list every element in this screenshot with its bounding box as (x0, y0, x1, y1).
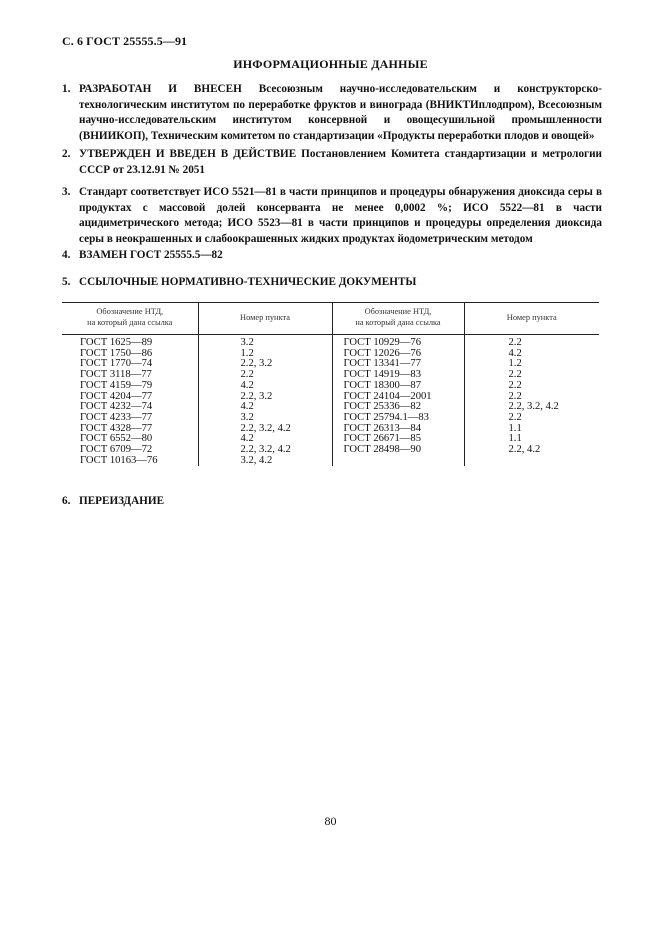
right-point-cell (464, 402, 599, 413)
item-number: 3. (62, 186, 71, 198)
left-document-cell (62, 335, 198, 349)
item-number: 5. (62, 276, 71, 288)
item-text: Всесоюзным научно-исследовательским и конструкторско-технологическим институтом по переработке фруктов и винограда (ВНИКТИплодпром), Всесоюзным научно-исследовательским институтом консервной и овощесушильной промышленности (ВНИИКОП), Техническим комитетом по стандартизации «Продукты переработки плодов и овощей» (79, 83, 602, 142)
right-document-cell-text: ГОСТ 25336—82 (343, 401, 421, 413)
item-number: 1. (62, 83, 71, 95)
left-point-cell-text: 4.2 (240, 433, 254, 445)
left-point-cell (198, 424, 332, 435)
right-point-cell (464, 424, 599, 435)
right-point-cell-text: 2.2 (508, 390, 522, 402)
left-document-cell-text: ГОСТ 4204—77 (80, 390, 153, 402)
left-document-cell-text: ГОСТ 3118—77 (80, 369, 152, 381)
left-document-cell-text: ГОСТ 6709—72 (80, 444, 153, 456)
item-lead: ПЕРЕИЗДАНИЕ (79, 495, 165, 507)
right-document-cell-text: ГОСТ 26671—85 (343, 433, 421, 445)
left-document-cell-text: ГОСТ 1625—89 (80, 337, 153, 348)
column-header-document: Обозначение НТД, на который дана ссылка (62, 303, 198, 335)
left-point-cell-text: 2.2, 3.2, 4.2 (240, 444, 291, 456)
right-point-cell (464, 381, 599, 392)
item-lead: РАЗРАБОТАН И ВНЕСЕН (79, 83, 242, 95)
table-row (62, 335, 599, 349)
column-header-point: Номер пункта (198, 303, 332, 335)
left-point-cell-text: 1.2 (240, 347, 254, 359)
item-lead: ВЗАМЕН ГОСТ 25555.5—82 (79, 249, 223, 261)
info-item-3 (62, 185, 602, 247)
left-document-cell-text: ГОСТ 1750—86 (80, 347, 153, 359)
references-table (62, 302, 599, 466)
right-document-cell-text: ГОСТ 14919—83 (343, 369, 421, 381)
right-point-cell (464, 335, 599, 349)
left-document-cell-text: ГОСТ 4328—77 (80, 422, 153, 434)
left-document-cell-text: ГОСТ 1770—74 (80, 358, 153, 370)
right-point-cell-text: 4.2 (508, 347, 522, 359)
item-text: Постановлением Комитета стандартизации и метрологии СССР от 23.12.91 № 2051 (79, 148, 603, 176)
right-document-cell-text: ГОСТ 25794.1—83 (343, 411, 429, 423)
right-document-cell (332, 335, 464, 349)
page-header: С. 6 ГОСТ 25555.5—91 (62, 34, 188, 48)
right-document-cell-text: ГОСТ 10929—76 (343, 337, 421, 348)
right-point-cell-text: 2.2, 4.2 (508, 444, 541, 456)
left-document-cell (62, 456, 198, 467)
info-item-2 (62, 147, 602, 178)
right-point-cell (464, 413, 599, 424)
left-point-cell-text: 2.2, 3.2, 4.2 (240, 422, 291, 434)
right-point-cell-text: 2.2, 3.2, 4.2 (508, 401, 559, 413)
right-point-cell-text: 1.2 (508, 358, 522, 370)
left-document-cell-text: ГОСТ 4233—77 (80, 411, 153, 423)
left-point-cell (198, 335, 332, 349)
right-point-cell-text: 2.2 (508, 379, 522, 391)
right-document-cell-text: ГОСТ 18300—87 (343, 379, 421, 391)
right-document-cell (332, 456, 464, 467)
item-lead: УТВЕРЖДЕН И ВВЕДЕН В ДЕЙСТВИЕ (79, 148, 297, 160)
page-number: 80 (324, 814, 337, 828)
left-point-cell-text: 2.2 (240, 369, 254, 381)
left-document-cell-text: ГОСТ 4159—79 (80, 379, 153, 391)
info-item-6 (62, 494, 602, 510)
right-point-cell (464, 445, 599, 456)
right-point-cell-text: 2.2 (508, 337, 522, 348)
section-heading: ИНФОРМАЦИОННЫЕ ДАННЫЕ (233, 57, 428, 71)
left-point-cell-text: 3.2 (240, 337, 254, 348)
left-point-cell-text: 3.2, 4.2 (240, 454, 273, 466)
left-point-cell (198, 392, 332, 403)
item-number: 6. (62, 495, 71, 507)
item-text: Стандарт соответствует ИСО 5521—81 в части принципов и процедуры обнаружения диоксида серы в продуктах с массовой долей консерванта не менее 0,0002 %; ИСО 5522—81 в части ацидиметрического метода; ИСО 5523—81 в части принципов и процедуры определения диоксида серы в неокрашенных и слабоокрашенных жидких продуктах йодометрическим методом (79, 186, 602, 245)
table-header-row (62, 303, 599, 335)
right-point-cell-text: 1.1 (508, 433, 522, 445)
table-row (62, 456, 599, 467)
left-point-cell (198, 456, 332, 467)
right-document-cell-text: ГОСТ 28498—90 (343, 444, 421, 456)
right-document-cell-text: ГОСТ 13341—77 (343, 358, 421, 370)
left-point-cell (198, 359, 332, 370)
item-lead: ССЫЛОЧНЫЕ НОРМАТИВНО-ТЕХНИЧЕСКИЕ ДОКУМЕНТЫ (79, 276, 417, 288)
right-document-cell-text: ГОСТ 12026—76 (343, 347, 421, 359)
left-point-cell-text: 2.2, 3.2 (240, 358, 273, 370)
right-point-cell (464, 349, 599, 360)
left-point-cell-text: 4.2 (240, 401, 254, 413)
left-point-cell (198, 402, 332, 413)
right-point-cell (464, 359, 599, 370)
left-point-cell (198, 370, 332, 381)
info-item-5 (62, 275, 602, 291)
left-document-cell-text: ГОСТ 6552—80 (80, 433, 153, 445)
right-point-cell (464, 370, 599, 381)
item-number: 4. (62, 249, 71, 261)
left-document-cell-text: ГОСТ 10163—76 (80, 454, 158, 466)
left-point-cell-text: 2.2, 3.2 (240, 390, 273, 402)
column-header-document: Обозначение НТД, на который дана ссылка (332, 303, 464, 335)
right-document-cell (332, 445, 464, 456)
right-point-cell-text: 2.2 (508, 411, 522, 423)
column-header-point: Номер пункта (464, 303, 599, 335)
info-item-1 (62, 82, 602, 144)
right-point-cell (464, 456, 599, 467)
left-document-cell-text: ГОСТ 4232—74 (80, 401, 153, 413)
right-point-cell-text: 1.1 (508, 422, 522, 434)
info-item-4 (62, 248, 602, 264)
right-document-cell-text: ГОСТ 24104—2001 (343, 390, 432, 402)
right-document-cell-text: ГОСТ 26313—84 (343, 422, 421, 434)
left-point-cell-text: 3.2 (240, 411, 254, 423)
right-point-cell-text: 2.2 (508, 369, 522, 381)
item-number: 2. (62, 148, 71, 160)
left-point-cell-text: 4.2 (240, 379, 254, 391)
